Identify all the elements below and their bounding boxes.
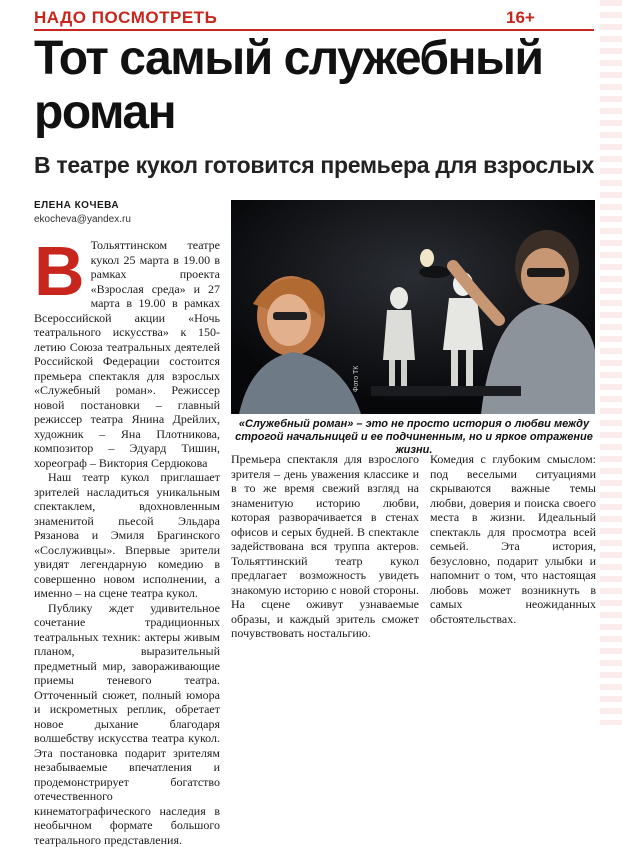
- article-photo: [231, 200, 595, 414]
- paragraph-1-text: Тольяттинском театре кукол 25 марта в 19.00 в рамках проекта «Взрослая среда» и 27 марта в 19.00 в рамках Всероссийской акции «Ночь театрального искусства» к 150-летию Союза театральных деятелей Российской Федерации состоится премьера спектакля для взрослых «Служебный роман». Режиссер новой постановки – главный режиссер театра Янина Дрейлих, художник – Яна Плотникова, композитор – Эдуард Тишин, хореограф – Виктория Сердюкова: [34, 238, 220, 470]
- article-column-2: [231, 452, 419, 718]
- article-paragraph-2: Наш театр кукол приглашает зрителей насладиться уникальным спектаклем, вдохновленным знаменитой пьесой Эльдара Рязанова и Эмиля Брагинского «Сослуживцы». Впервые зрители увидят легендарную комедию в совершенно новом исполнении, а именно – на сцене театра кукол.: [34, 470, 220, 601]
- article-column-1: [34, 238, 220, 718]
- page-edge-stripe: [600, 0, 622, 725]
- header-rule: [34, 29, 594, 31]
- article-paragraph-5: Комедия с глубоким смыслом: под веселыми ситуациями скрываются важные темы любви, доверия и поиска своего места в жизни. Идеальный спектакль для просмотра всей семьей. Эта история, безусловно, подарит улыбки и напомнит о том, что настоящая любовь может возникнуть в самых неожиданных обстоятельствах.: [430, 452, 596, 626]
- author-name: ЕЛЕНА КОЧЕВА: [34, 200, 119, 211]
- author-email[interactable]: ekocheva@yandex.ru: [34, 214, 131, 225]
- article-paragraph-1: [34, 238, 220, 470]
- article-paragraph-3-start: Публику ждет удивительное сочетание традиционных театральных техник: актеры живым планом, выразительный предметный мир, завораживающие приемы теневого театра. Отточенный сюжет, полный юмора и искрометных реплик, обретает новое дыхание благодаря волшебству искусства театра кукол. Эта постановка подарит зрителям незабываемые впечатления и продемонстрирует богатство отечественного кинематографического наследия в необычном формате большого театрального представления.: [34, 601, 220, 847]
- article-column-3: [430, 452, 596, 718]
- photo-caption: «Служебный роман» – это не просто история о любви между строгой начальницей и ее подчиненным, но и яркое отражение жизни.: [233, 418, 595, 457]
- article-subheadline: В театре кукол готовится премьера для взрослых: [34, 152, 594, 179]
- article-headline: Тот самый служебный роман: [34, 32, 594, 140]
- age-rating-badge: 16+: [506, 8, 535, 28]
- article-paragraph-4: Премьера спектакля для взрослого зрителя – день уважения классике и в то же время свежий взгляд на знаменитую историю любви, которая разворачивается в стенах офисов и серых будней. В спектакле задействована вся труппа актеров. Тольяттинский театр кукол предлагает возможность увидеть знакомую историю с новой стороны. На сцене оживут узнаваемые образы, и каждый зритель сможет почувствовать ностальгию.: [231, 452, 419, 641]
- photo-credit: Фото ТК: [353, 366, 360, 392]
- drop-cap: В: [34, 242, 85, 300]
- section-rubric: НАДО ПОСМОТРЕТЬ: [34, 8, 217, 28]
- theatre-photo-illustration: [231, 200, 595, 414]
